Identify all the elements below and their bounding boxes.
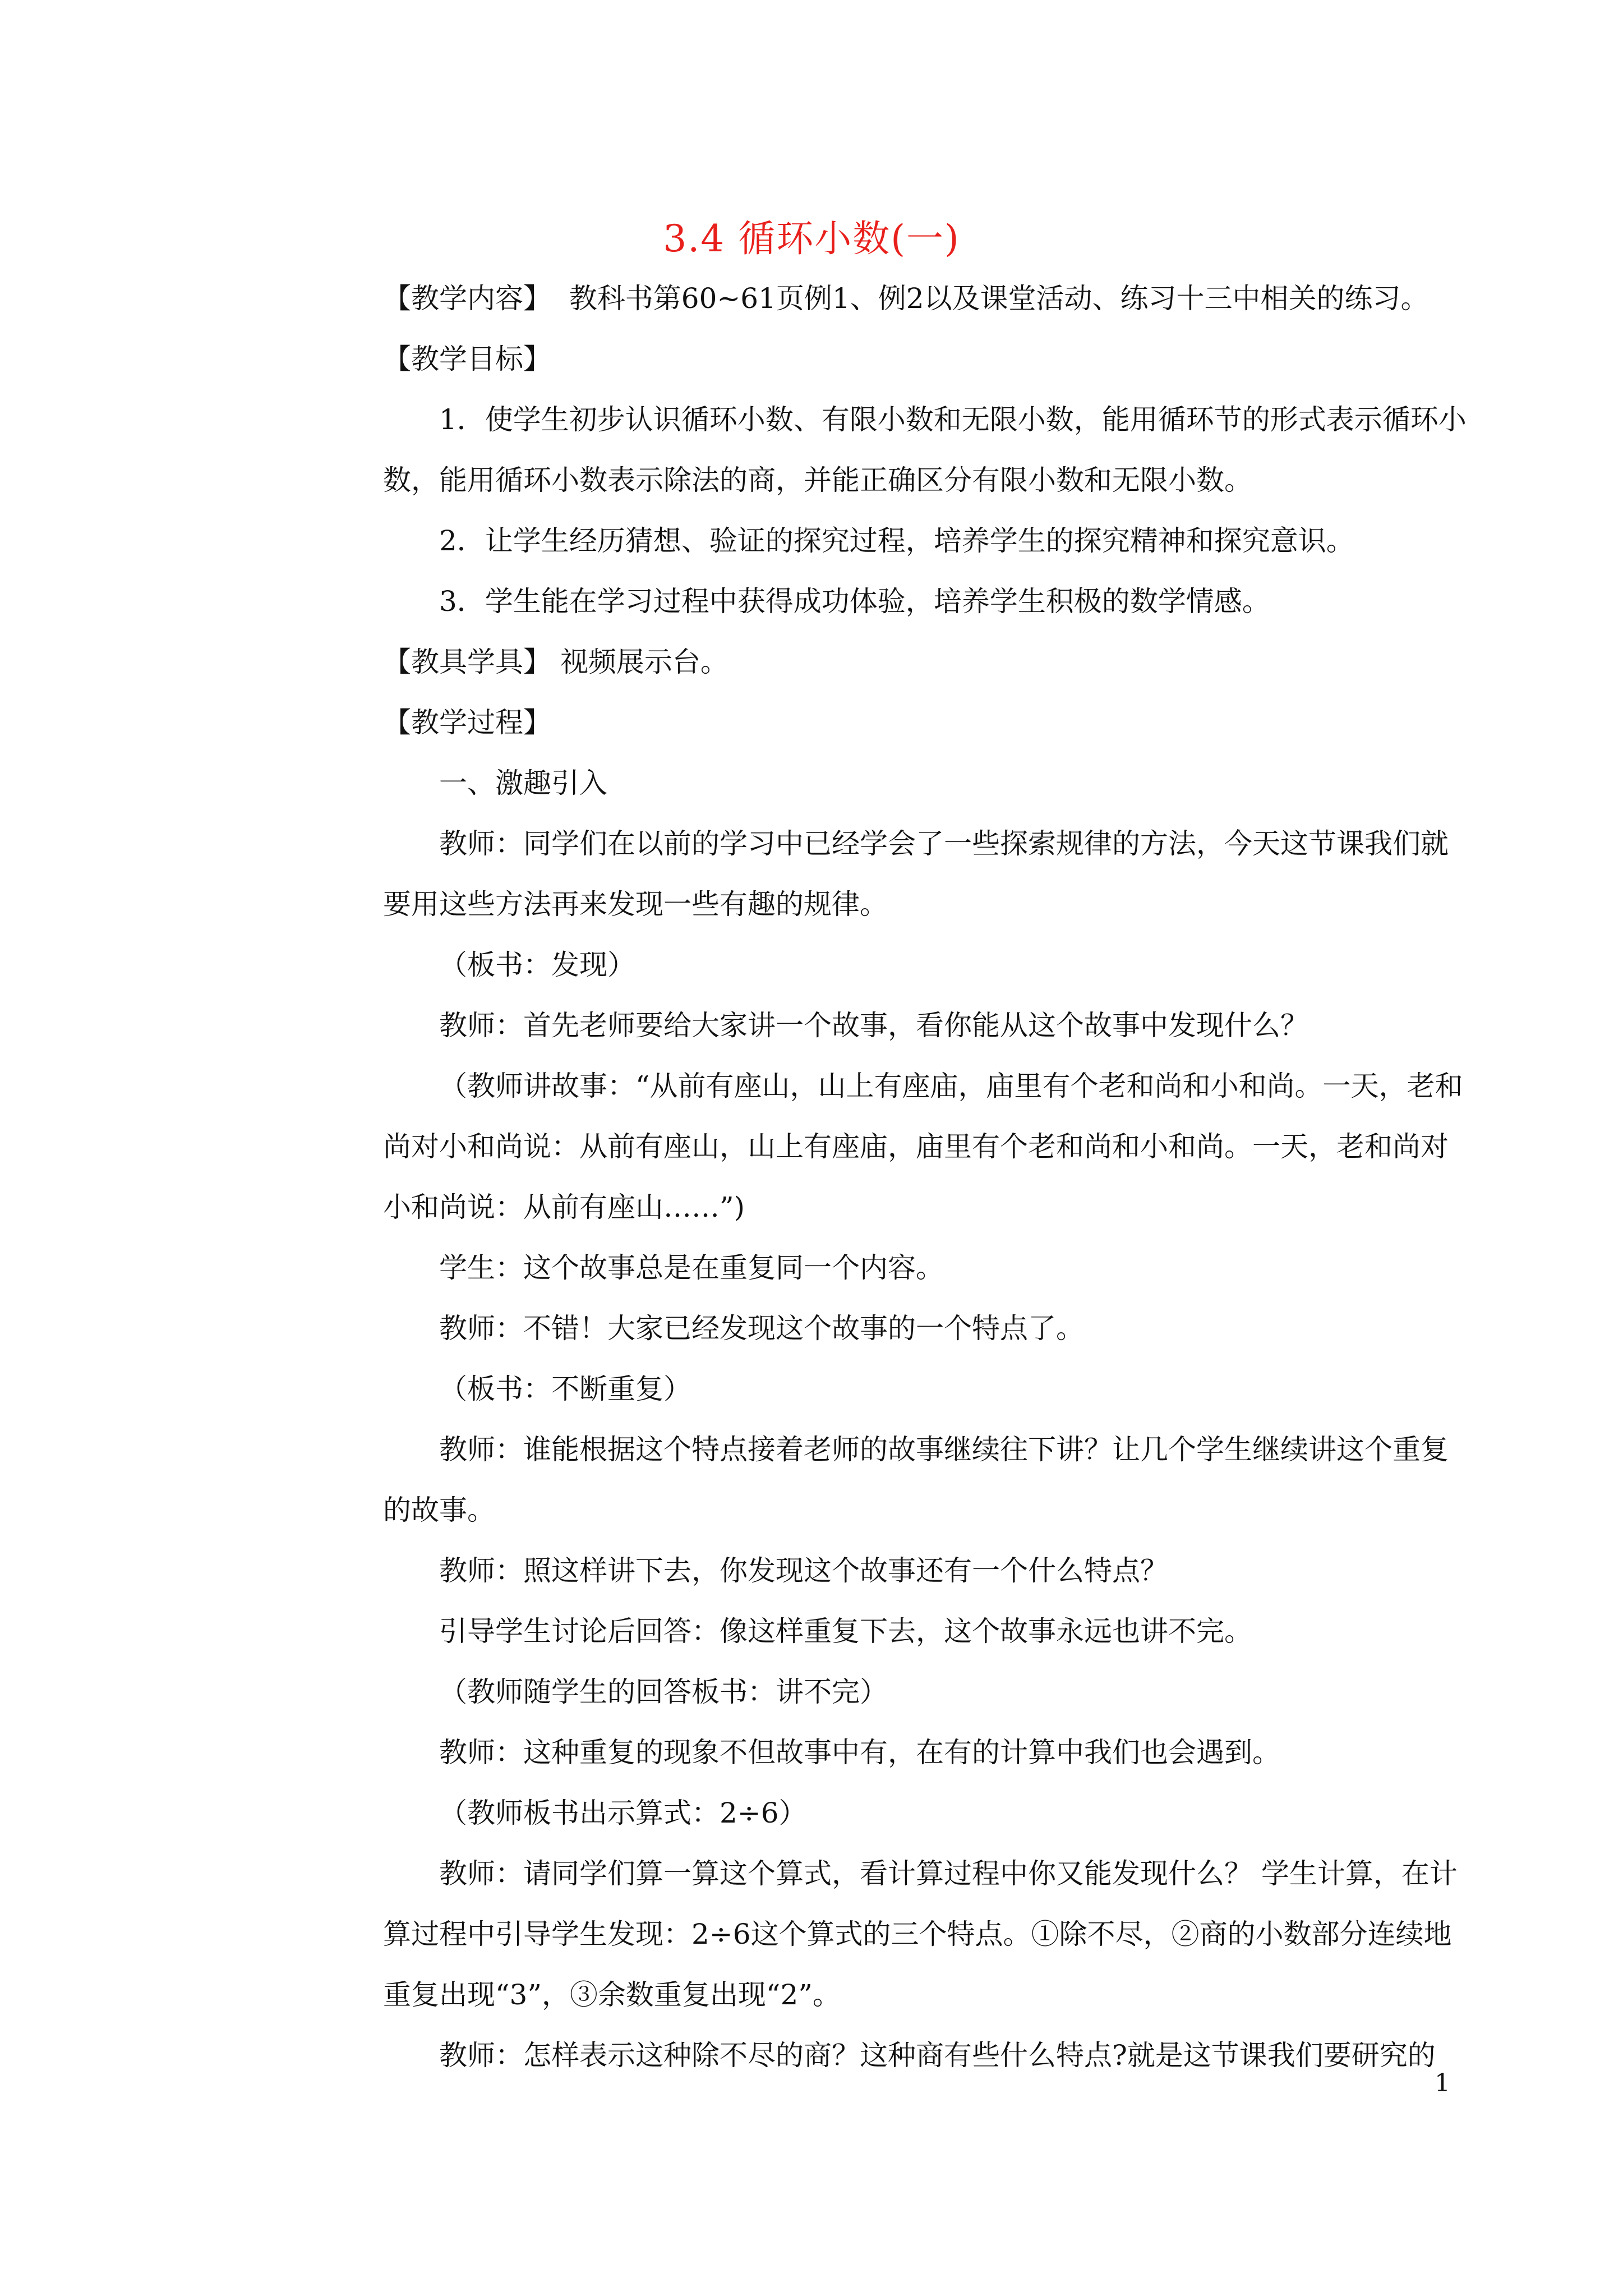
paragraph: 【教学目标】: [383, 343, 551, 375]
paragraph: 教师：首先老师要给大家讲一个故事，看你能从这个故事中发现什么？: [439, 1009, 1308, 1042]
paragraph: 教师：照这样讲下去，你发现这个故事还有一个什么特点？: [439, 1554, 1168, 1587]
paragraph: 教师：同学们在以前的学习中已经学会了一些探索规律的方法，今天这节课我们就要用这些方法再来发现一些有趣的规律。: [383, 827, 1449, 921]
paragraph: （教师随学生的回答板书：讲不完）: [439, 1676, 888, 1708]
paragraph: （教师板书出示算式：2÷6）: [439, 1797, 807, 1829]
paragraph: 【教学过程】: [383, 706, 551, 739]
paragraph: 教师：不错！大家已经发现这个故事的一个特点了。: [439, 1312, 1084, 1345]
document-body: [383, 268, 1467, 2086]
paragraph: 一、激趣引入: [439, 767, 607, 799]
page-number: 1: [1435, 2069, 1450, 2097]
paragraph: 教师：这种重复的现象不但故事中有，在有的计算中我们也会遇到。: [439, 1736, 1280, 1769]
paragraph: （板书：发现）: [439, 949, 635, 981]
paragraph: 教师：请同学们算一算这个算式，看计算过程中你又能发现什么？ 学生计算，在计算过程中引导学生发现：2÷6这个算式的三个特点。①除不尽，②商的小数部分连续地重复出现“3”，③余数重复出现“2”。: [383, 1857, 1458, 2011]
paragraph: 引导学生讨论后回答：像这样重复下去，这个故事永远也讲不完。: [439, 1615, 1252, 1648]
paragraph: 学生：这个故事总是在重复同一个内容。: [439, 1251, 944, 1284]
paragraph: （板书：不断重复）: [439, 1373, 691, 1405]
paragraph: 3．学生能在学习过程中获得成功体验，培养学生积极的数学情感。: [439, 585, 1270, 618]
paragraph: 【教学内容】 教科书第60~61页例1、例2以及课堂活动、练习十三中相关的练习。: [383, 282, 1429, 315]
document-title: 3.4 循环小数(一): [663, 217, 960, 260]
paragraph: （教师讲故事：“从前有座山，山上有座庙，庙里有个老和尚和小和尚。一天，老和尚对小和尚说：从前有座山，山上有座庙，庙里有个老和尚和小和尚。一天，老和尚对小和尚说：从前有座山……”): [383, 1070, 1463, 1223]
paragraph: 教师：谁能根据这个特点接着老师的故事继续往下讲？让几个学生继续讲这个重复的故事。: [383, 1433, 1449, 1526]
paragraph: 1．使学生初步认识循环小数、有限小数和无限小数，能用循环节的形式表示循环小数，能用循环小数表示除法的商，并能正确区分有限小数和无限小数。: [383, 403, 1467, 496]
paragraph: 教师：怎样表示这种除不尽的商？这种商有些什么特点?就是这节课我们要研究的: [439, 2039, 1436, 2072]
paragraph: 2．让学生经历猜想、验证的探究过程，培养学生的探究精神和探究意识。: [439, 524, 1354, 557]
paragraph: 【教具学具】 视频展示台。: [383, 646, 728, 678]
